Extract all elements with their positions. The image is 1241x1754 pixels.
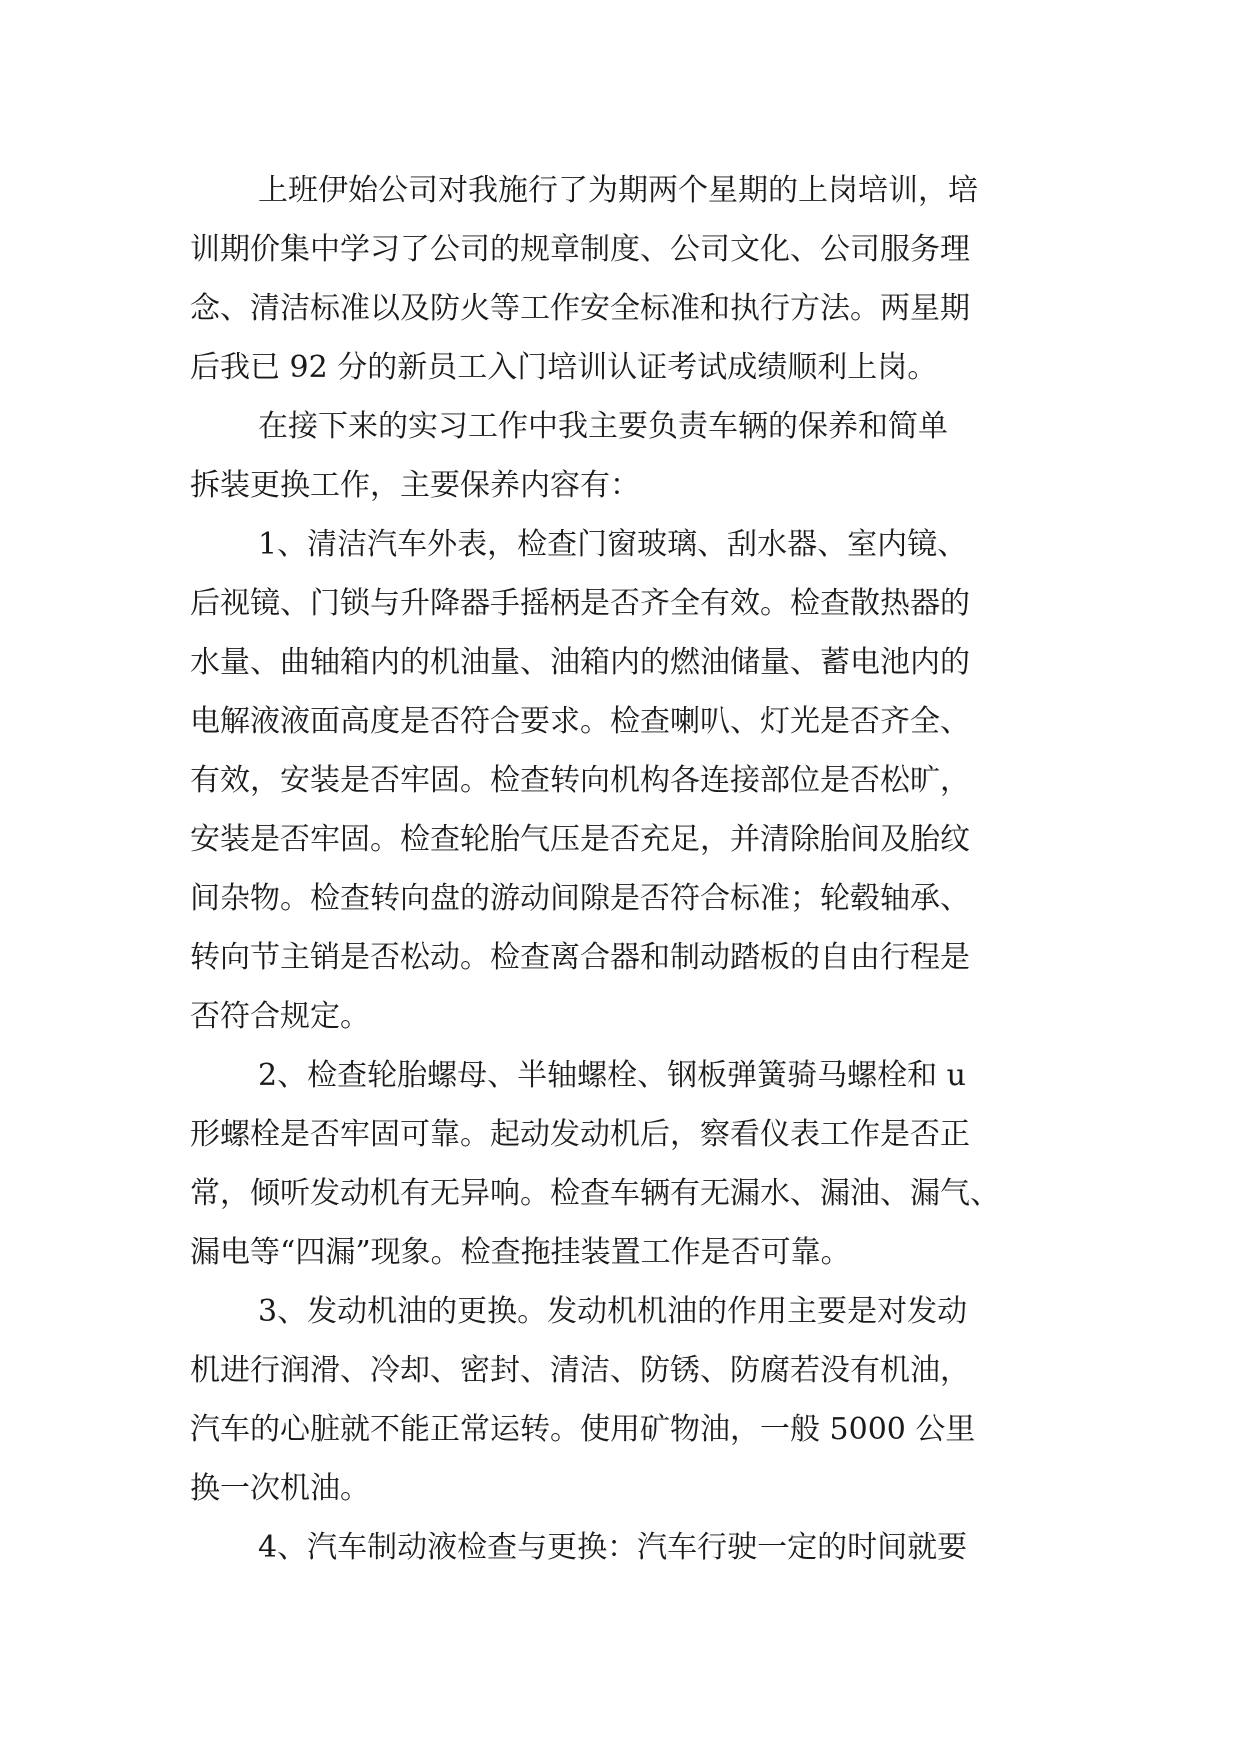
paragraph-3	[190, 515, 1070, 1046]
text-line: 后视镜、门锁与升降器手摇柄是否齐全有效。检查散热器的	[190, 586, 970, 621]
text-line: 否符合规定。	[190, 999, 370, 1034]
text-line: 上班伊始公司对我施行了为期两个星期的上岗培训，培	[258, 173, 978, 208]
text-line: 有效，安装是否牢固。检查转向机构各连接部位是否松旷，	[190, 763, 970, 798]
text-line: 训期价集中学习了公司的规章制度、公司文化、公司服务理	[190, 232, 970, 267]
text-line: 机进行润滑、冷却、密封、清洁、防锈、防腐若没有机油，	[190, 1353, 970, 1388]
text-line: 4、汽车制动液检查与更换：汽车行驶一定的时间就要	[258, 1530, 968, 1565]
text-line: 电解液液面高度是否符合要求。检查喇叭、灯光是否齐全、	[190, 704, 970, 739]
paragraph-2	[190, 397, 1070, 515]
text-line: 漏电等“四漏”现象。检查拖挂装置工作是否可靠。	[190, 1235, 851, 1270]
text-line: 念、清洁标准以及防火等工作安全标准和执行方法。两星期	[190, 291, 970, 326]
text-line: 间杂物。检查转向盘的游动间隙是否符合标准；轮毂轴承、	[190, 881, 970, 916]
text-line: 转向节主销是否松动。检查离合器和制动踏板的自由行程是	[190, 940, 970, 975]
text-line: 后我已 92 分的新员工入门培训认证考试成绩顺利上岗。	[190, 350, 938, 385]
text-line: 常，倾听发动机有无异响。检查车辆有无漏水、漏油、漏气、	[190, 1176, 1000, 1211]
text-line: 换一次机油。	[190, 1471, 370, 1506]
text-line: 3、发动机油的更换。发动机机油的作用主要是对发动	[258, 1294, 968, 1329]
paragraph-1	[190, 161, 1070, 397]
paragraph-4	[190, 1046, 1070, 1282]
text-line: 在接下来的实习工作中我主要负责车辆的保养和简单	[258, 409, 948, 444]
text-line: 安装是否牢固。检查轮胎气压是否充足，并清除胎间及胎纹	[190, 822, 970, 857]
text-line: 拆装更换工作，主要保养内容有：	[190, 468, 640, 503]
document-body	[190, 161, 1070, 1577]
text-line: 形螺栓是否牢固可靠。起动发动机后，察看仪表工作是否正	[190, 1117, 970, 1152]
text-line: 水量、曲轴箱内的机油量、油箱内的燃油储量、蓄电池内的	[190, 645, 970, 680]
text-line: 2、检查轮胎螺母、半轴螺栓、钢板弹簧骑马螺栓和 u	[258, 1058, 966, 1093]
paragraph-6	[190, 1518, 1070, 1577]
text-line: 汽车的心脏就不能正常运转。使用矿物油，一般 5000 公里	[190, 1412, 976, 1447]
paragraph-5	[190, 1282, 1070, 1518]
text-line: 1、清洁汽车外表，检查门窗玻璃、刮水器、室内镜、	[258, 527, 968, 562]
